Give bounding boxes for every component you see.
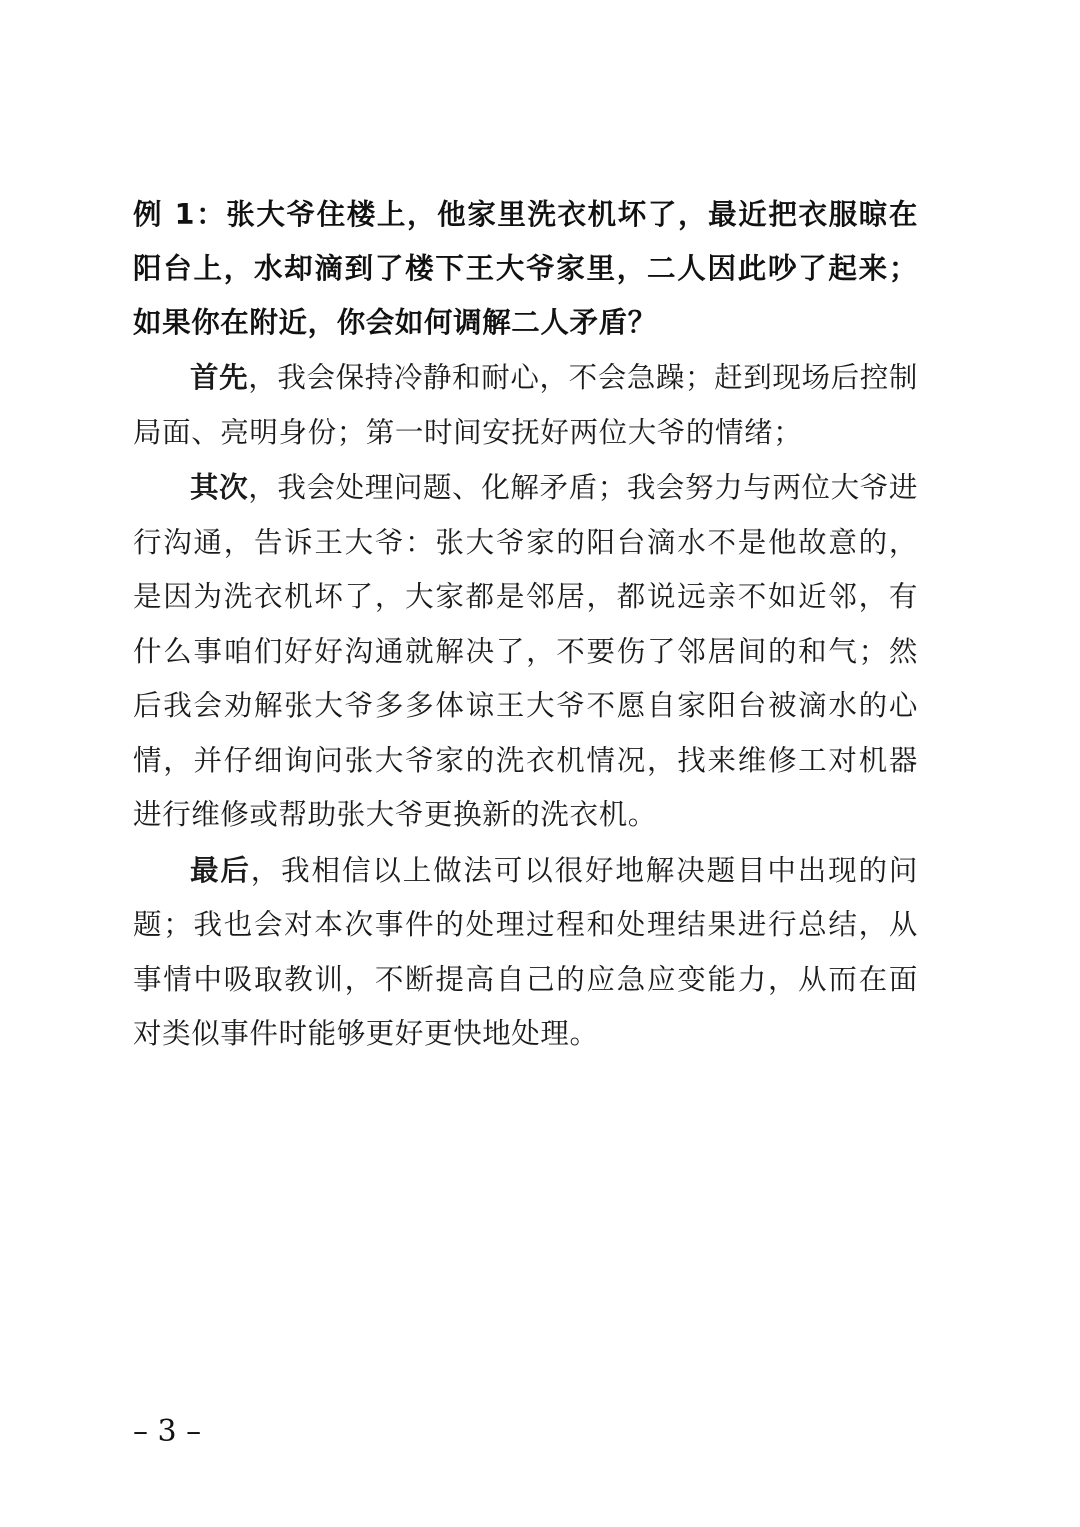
page-number: – 3 –	[133, 1414, 202, 1449]
paragraph-third-lead: 最后	[190, 852, 251, 887]
paragraph-first-lead: 首先	[190, 360, 249, 394]
document-body	[133, 188, 918, 1062]
question-heading: 例 1：张大爷住楼上，他家里洗衣机坏了，最近把衣服晾在阳台上，水却滴到了楼下王大爷家里，二人因此吵了起来；如果你在附近，你会如何调解二人矛盾？	[133, 198, 918, 339]
paragraph-third	[133, 843, 918, 1062]
paragraph-third-body: ，我相信以上做法可以很好地解决题目中出现的问题；我也会对本次事件的处理过程和处理结果进行总结，从事情中吸取教训，不断提高自己的应急应变能力，从而在面对类似事件时能够更好更快地处理。	[133, 853, 919, 1050]
paragraph-first-body: ，我会保持冷静和耐心，不会急躁；赶到现场后控制局面、亮明身份；第一时间安抚好两位大爷的情绪；	[133, 361, 918, 449]
paragraph-first	[133, 350, 918, 460]
paragraph-second-lead: 其次	[190, 470, 249, 504]
paragraph-second-body: ，我会处理问题、化解矛盾；我会努力与两位大爷进行沟通，告诉王大爷：张大爷家的阳台滴水不是他故意的，是因为洗衣机坏了，大家都是邻居，都说远亲不如近邻，有什么事咱们好好沟通就解决了，不要伤了邻居间的和气；然后我会劝解张大爷多多体谅王大爷不愿自家阳台被滴水的心情，并仔细询问张大爷家的洗衣机情况，找来维修工对机器进行维修或帮助张大爷更换新的洗衣机。	[133, 471, 918, 831]
paragraph-second	[133, 460, 918, 843]
